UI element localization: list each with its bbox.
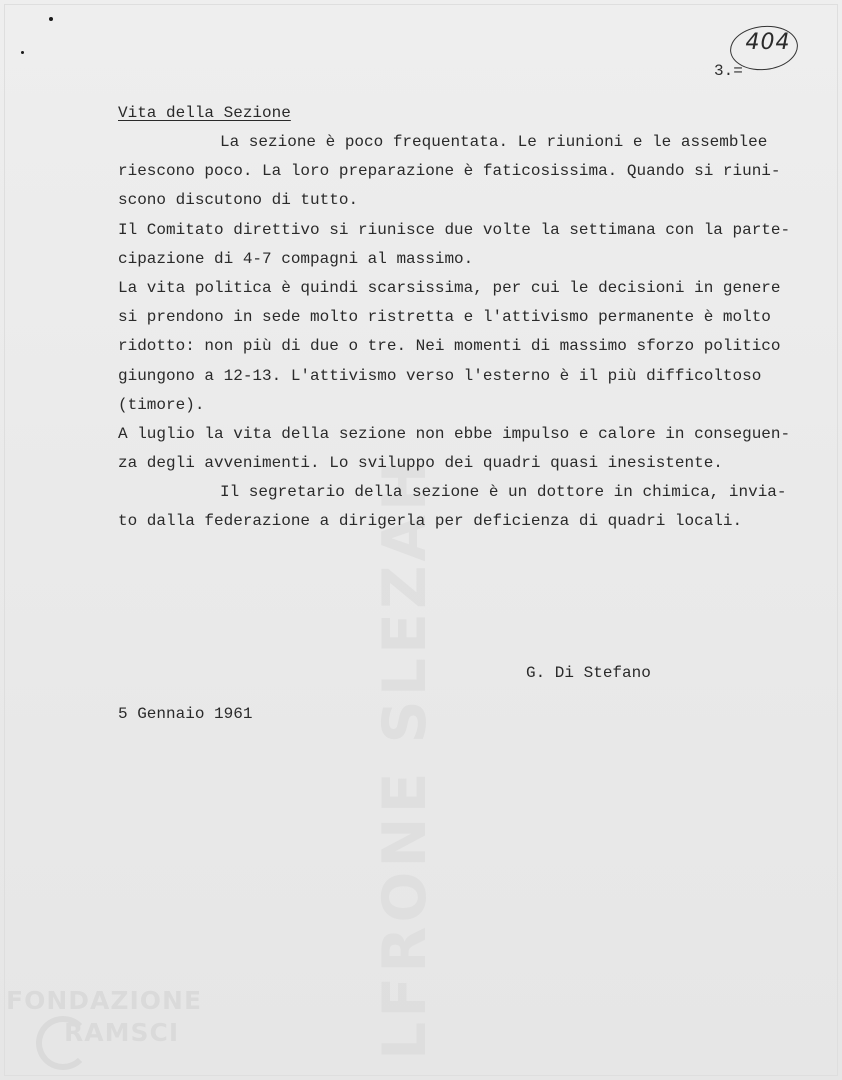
text-line: scono discutono di tutto. — [118, 191, 359, 210]
fondazione-gramsci-watermark — [6, 986, 216, 1066]
text-line: riescono poco. La loro preparazione è faticosissima. Quando si riuni- — [118, 162, 781, 181]
text-line: Il segretario della sezione è un dottore in chimica, invia- — [220, 483, 787, 502]
punch-mark — [21, 51, 24, 54]
text-line: Il Comitato direttivo si riunisce due volte la settimana con la parte- — [118, 220, 791, 239]
text-line: si prendono in sede molto ristretta e l'attivismo permanente è molto — [118, 308, 771, 327]
text-line: za degli avvenimenti. Lo sviluppo dei quadri quasi inesistente. — [118, 454, 723, 473]
signature: G. Di Stefano — [526, 664, 651, 682]
text-line: A luglio la vita della sezione non ebbe impulso e calore in conseguen- — [118, 424, 791, 443]
text-line: cipazione di 4-7 compagni al massimo. — [118, 249, 474, 268]
text-line: (timore). — [118, 395, 205, 414]
document-body — [118, 128, 838, 537]
bleed-through-text: LFRONE SLEZAH — [370, 456, 440, 1060]
archive-number: 404 — [745, 30, 791, 55]
text-line: La vita politica è quindi scarsissima, per cui le decisioni in genere — [118, 278, 781, 297]
watermark-line1: FONDAZIONE — [6, 986, 203, 1015]
punch-mark — [49, 17, 53, 21]
document-date: 5 Gennaio 1961 — [118, 705, 253, 723]
text-line: ridotto: non più di due o tre. Nei momenti di massimo sforzo politico — [118, 337, 781, 356]
text-line: La sezione è poco frequentata. Le riunioni e le assemblee — [220, 133, 768, 151]
text-line: giungono a 12-13. L'attivismo verso l'esterno è il più difficoltoso — [118, 366, 762, 385]
text-line: to dalla federazione a dirigerla per deficienza di quadri locali. — [118, 512, 743, 531]
page-number: 3.= — [714, 62, 743, 80]
section-heading: Vita della Sezione — [118, 104, 291, 122]
watermark-line2: RAMSCI — [64, 1018, 180, 1047]
